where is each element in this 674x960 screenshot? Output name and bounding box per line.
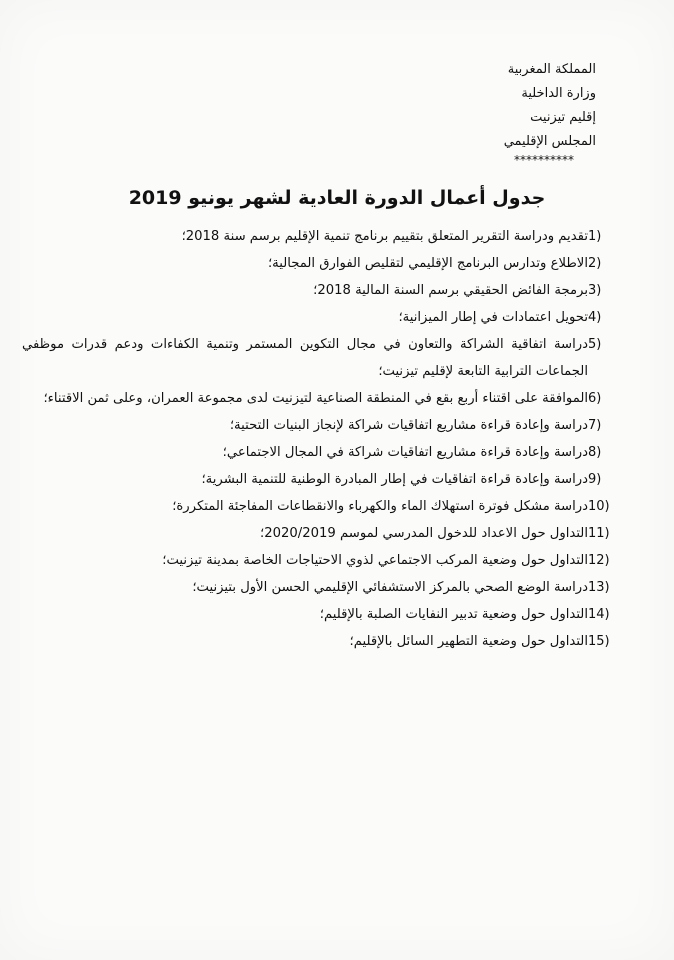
agenda-item: [22, 628, 622, 655]
agenda-item-number: 9): [588, 472, 602, 487]
agenda-item: [22, 466, 622, 493]
agenda-item: [22, 439, 622, 466]
agenda-list: [22, 223, 622, 655]
agenda-item-text: دراسة وإعادة قراءة مشاريع اتفاقيات شراكة في المجال الاجتماعي؛: [222, 445, 588, 460]
letterhead: [376, 58, 596, 166]
agenda-item-text: برمجة الفائض الحقيقي برسم السنة المالية 2018؛: [313, 283, 588, 298]
agenda-item-number: 2): [588, 256, 602, 271]
agenda-item: [22, 223, 622, 250]
agenda-item-text: التداول حول الاعداد للدخول المدرسي لموسم 2020/2019؛: [260, 526, 588, 541]
agenda-item-text: التداول حول وضعية تدبير النفايات الصلبة بالإقليم؛: [319, 607, 588, 622]
agenda-item-number: 8): [588, 445, 602, 460]
letterhead-province: إقليم تيزنيت: [530, 110, 596, 125]
agenda-item-number: 6): [588, 391, 602, 406]
agenda-item-number: 7): [588, 418, 602, 433]
agenda-item-text: دراسة وإعادة قراءة اتفاقيات في إطار المبادرة الوطنية للتنمية البشرية؛: [201, 472, 588, 487]
agenda-item: [22, 520, 622, 547]
agenda-item-number: 11): [588, 526, 610, 541]
agenda-item-number: 13): [588, 580, 610, 595]
agenda-item-text: دراسة مشكل فوترة استهلاك الماء والكهرباء والانقطاعات المفاجئة المتكررة؛: [172, 499, 588, 514]
agenda-item: [22, 412, 622, 439]
agenda-item: [22, 304, 622, 331]
agenda-item-text: الاطلاع وتدارس البرنامج الإقليمي لتقليص الفوارق المجالية؛: [267, 256, 588, 271]
letterhead-council: المجلس الإقليمي: [503, 134, 596, 149]
agenda-item-number: 15): [588, 634, 610, 649]
agenda-item: [22, 277, 622, 304]
letterhead-separator: **********: [514, 153, 574, 167]
agenda-item-text: تقديم ودراسة التقرير المتعلق بتقييم برنامج تنمية الإقليم برسم سنة 2018؛: [181, 229, 588, 244]
agenda-item-number: 12): [588, 553, 610, 568]
agenda-item-number: 4): [588, 310, 602, 325]
agenda-item: [22, 601, 622, 628]
agenda-item-text: دراسة اتفاقية الشراكة والتعاون في مجال التكوين المستمر وتنمية الكفاءات ودعم قدرات موظفي الجماعات الترابية التابعة لإقليم تيزنيت؛: [22, 337, 588, 379]
page-title: جدول أعمال الدورة العادية لشهر يونيو 2019: [128, 187, 546, 209]
agenda-item-number: 10): [588, 499, 610, 514]
agenda-item: [22, 385, 622, 412]
agenda-item-text: دراسة وإعادة قراءة مشاريع اتفاقيات شراكة لإنجاز البنيات التحتية؛: [229, 418, 588, 433]
agenda-item: [22, 331, 622, 385]
agenda-item: [22, 493, 622, 520]
agenda-item-text: التداول حول وضعية المركب الاجتماعي لذوي الاحتياجات الخاصة بمدينة تيزنيت؛: [162, 553, 588, 568]
letterhead-ministry: وزارة الداخلية: [521, 86, 596, 101]
agenda-item-number: 1): [588, 229, 602, 244]
agenda-item: [22, 547, 622, 574]
agenda-item: [22, 574, 622, 601]
letterhead-kingdom: المملكة المغربية: [507, 62, 596, 77]
agenda-item-number: 3): [588, 283, 602, 298]
agenda-item-text: تحويل اعتمادات في إطار الميزانية؛: [398, 310, 588, 325]
agenda-item-text: التداول حول وضعية التطهير السائل بالإقليم؛: [349, 634, 588, 649]
agenda-item-text: دراسة الوضع الصحي بالمركز الاستشفائي الإقليمي الحسن الأول بتيزنيت؛: [192, 580, 588, 595]
agenda-item: [22, 250, 622, 277]
agenda-item-text: الموافقة على اقتناء أربع بقع في المنطقة الصناعية لتيزنيت لدى مجموعة العمران، وعلى ثمن الاقتناء؛: [43, 391, 588, 406]
agenda-item-number: 5): [588, 337, 602, 352]
agenda-item-number: 14): [588, 607, 610, 622]
